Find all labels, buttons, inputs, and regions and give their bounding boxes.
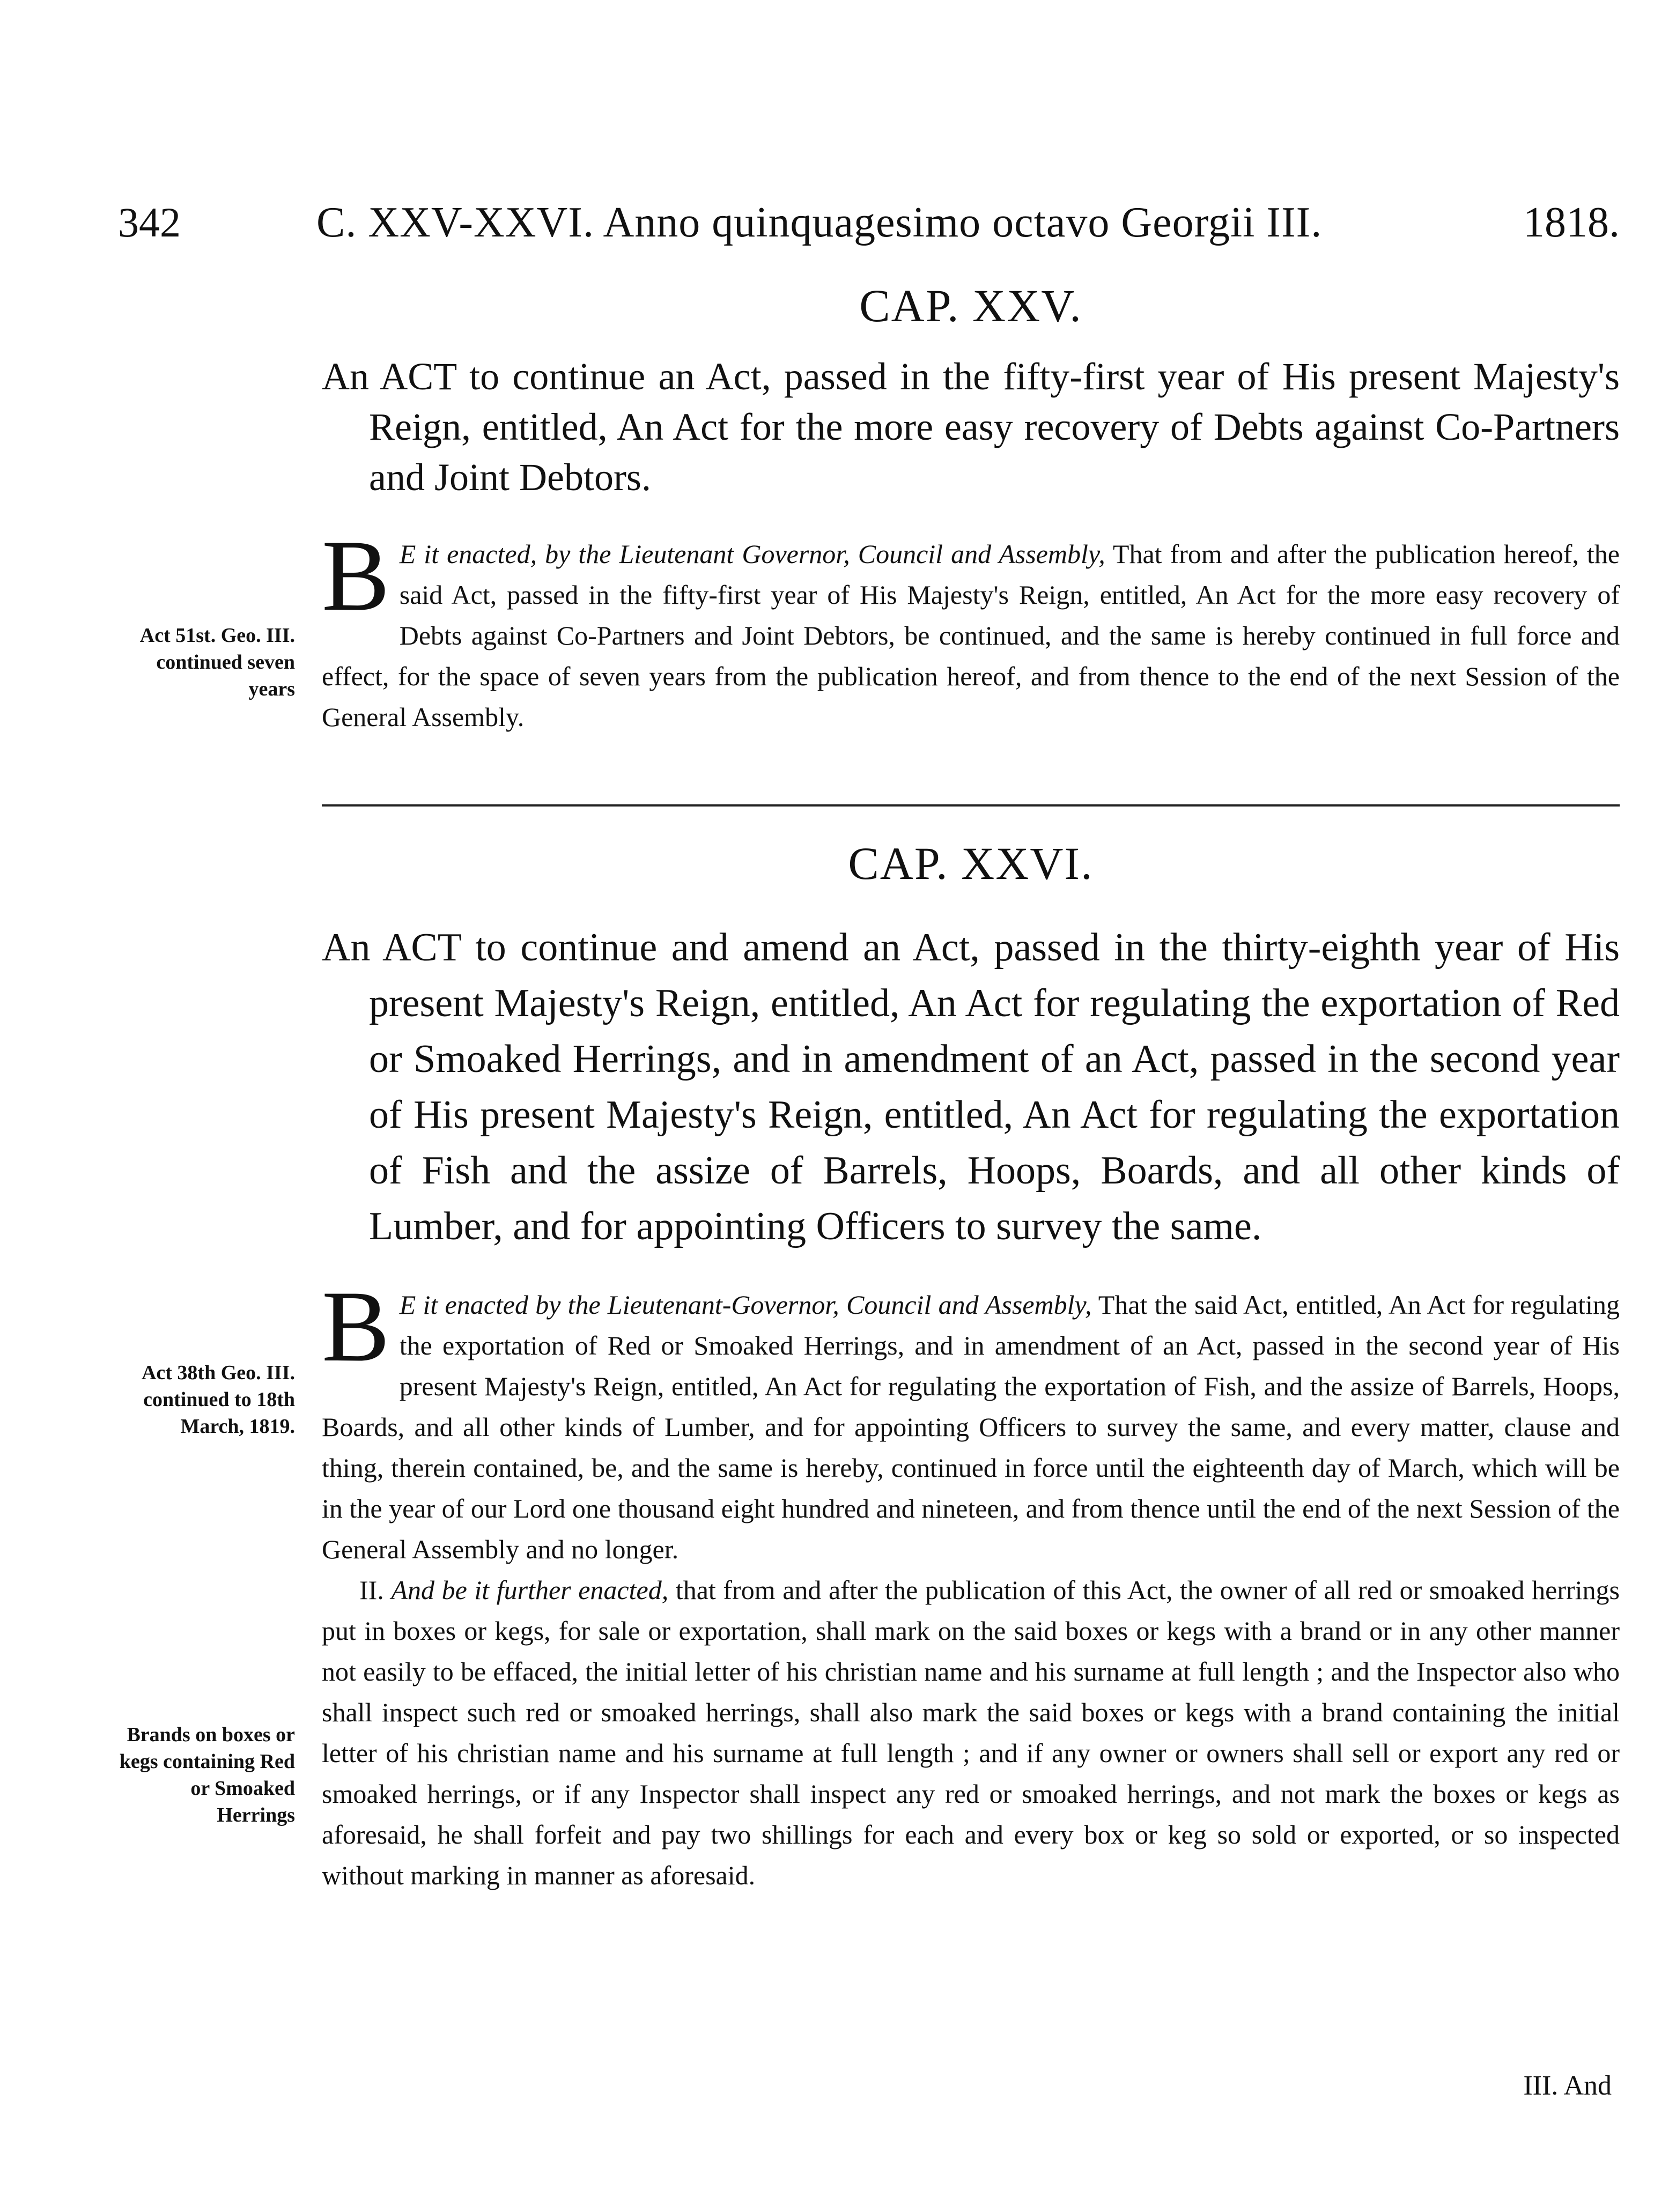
section-number: II. [359,1575,384,1605]
enacting-clause: E it enacted, by the Lieutenant Governor, Council and Assembly, [399,539,1105,569]
page-number: 342 [118,199,181,246]
dropcap: B [322,1270,390,1383]
cap-26-heading: CAP. XXVI. [848,838,1094,889]
margin-note-act-38: Act 38th Geo. III. continued to 18th March, 1819. [141,1362,295,1438]
dropcap: B [322,520,390,632]
further-enacted: And be it further enacted, [391,1575,669,1605]
section-text: That the said Act, entitled, An Act for regulating the exportation of Red or Smoaked Herrings, and in amendment of an Act, passed in the second year of His present Majesty's Reign, entitled, An Act for regulating the exportation of Fish, and the assize of Barrels, Hoops, Boards, and all other kinds of Lumber, and for appointing Officers to survey the same, and every matter, clause and thing, therein contained, be, and the same is hereby, continued in force until the eighteenth day of March, which will be in the year of our Lord one thousand eight hundred and nineteen, and from thence until the end of the next Session of the General Assembly and no longer. [322,1290,1620,1564]
section-text: That from and after the publication hereof, the said Act, passed in the fifty-first year of His Majesty's Reign, entitled, An Act for the more easy recovery of Debts against Co-Partners and Joint Debtors, be continued, and the same is hereby continued in full force and effect, for the space of seven years from the publication hereof, and from thence to the end of the next Session of the General Assembly. [322,539,1620,732]
header-year: 1818. [1523,199,1620,246]
enacting-clause: E it enacted by the Lieutenant-Governor, Council and Assembly, [399,1290,1092,1320]
margin-note-act-51: Act 51st. Geo. III. continued seven years [139,624,295,700]
section-2 [322,1570,1620,1896]
cap-25-heading: CAP. XXV. [859,280,1082,331]
margin-note-brands: Brands on boxes or kegs containing Red or Smoaked Herrings [119,1723,295,1826]
running-header [118,198,1620,257]
header-title: C. XXV-XXVI. Anno quinquagesimo octavo Georgii III. [316,199,1323,246]
cap-26-body [322,1270,1620,1896]
section-2-text: that from and after the publication of this Act, the owner of all red or smoaked herrings put in boxes or kegs, for sale or exportation, shall mark on the said boxes or kegs with a brand or in any other manner not easily to be effaced, the initial letter of his christian name and his surname at full length ; and the Inspector also who shall inspect such red or smoaked herrings, shall also mark the said boxes or kegs with a brand containing the initial letter of his christian name and his surname at full length ; and if any owner or owners shall sell or export any red or smoaked herrings, or if any Inspector shall inspect any red or smoaked herrings, and not mark the boxes or kegs as aforesaid, he shall forfeit and pay two shillings for each and every box or keg so sold or exported, or so inspected without marking in manner as aforesaid. [322,1575,1620,1890]
cap-25-body [322,520,1620,737]
cap-25-title: An ACT to continue an Act, passed in the fifty-first year of His present Majesty's Reign, entitled, An Act for the more easy recovery of Debts against Co-Partners and Joint Debtors. [322,355,1620,499]
catchword: III. And [1523,2070,1612,2101]
cap-26-title: An ACT to continue and amend an Act, passed in the thirty-eighth year of His present Majesty's Reign, entitled, An Act for regulating the exportation of Red or Smoaked Herrings, and in amendment of an Act, passed in the second year of His present Majesty's Reign, entitled, An Act for regulating the exportation of Fish and the assize of Barrels, Hoops, Boards, and all other kinds of Lumber, and for appointing Officers to survey the same. [322,926,1620,1248]
section-divider [322,804,1620,807]
